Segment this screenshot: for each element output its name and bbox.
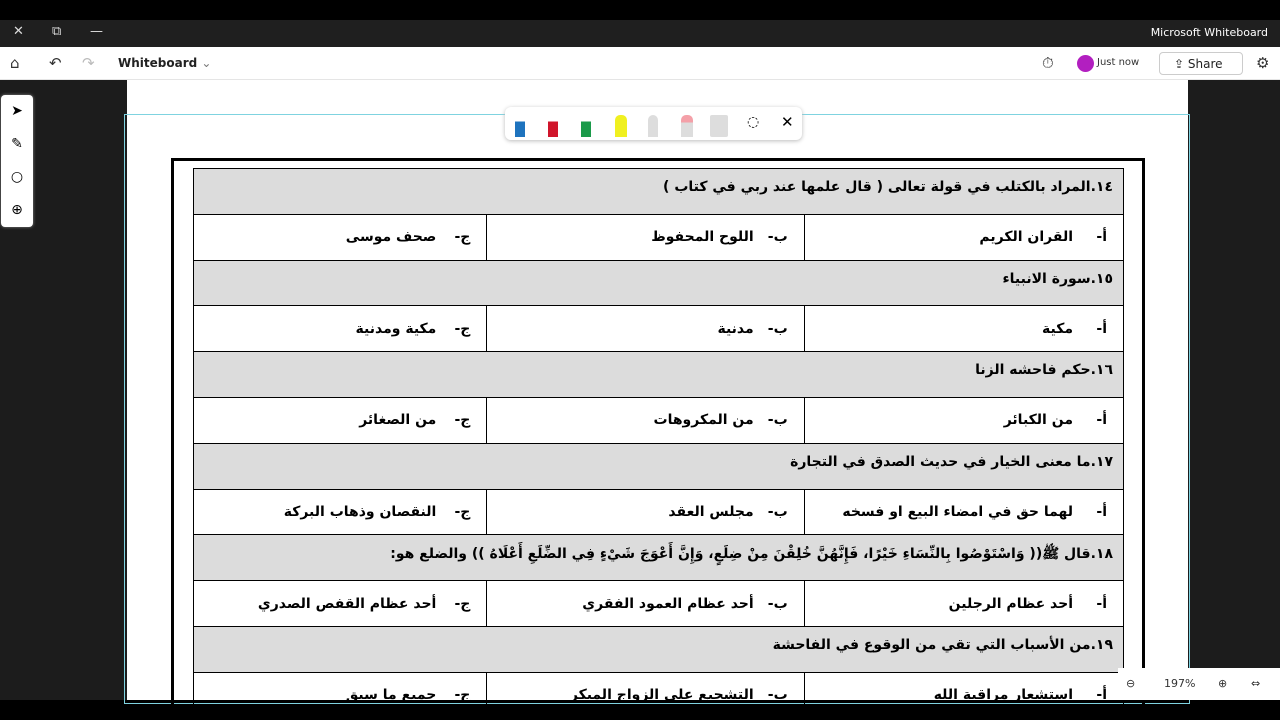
option-text: أحد عظام القفص الصدري [257, 595, 437, 612]
option-text: صحف موسى [345, 229, 437, 246]
close-button[interactable]: ✕ [13, 24, 24, 39]
option-label: ج- [454, 595, 471, 612]
question-row [194, 443, 1124, 489]
blue-pen-icon[interactable] [515, 115, 525, 137]
question-row [194, 535, 1124, 581]
options-row [194, 397, 1124, 443]
restore-button[interactable]: ⧉ [52, 24, 62, 39]
option-label: ب- [767, 320, 788, 337]
options-row [194, 581, 1124, 627]
option-label: أ- [1096, 687, 1107, 704]
ruler-icon[interactable] [710, 115, 728, 137]
option-text: من الصغائر [359, 412, 437, 429]
app-toolbar [0, 47, 1280, 80]
option-label: أ- [1096, 503, 1107, 520]
red-pen-icon[interactable] [548, 115, 558, 137]
board-name: Whiteboard [118, 56, 198, 70]
option-text: جميع ما سبق [345, 687, 437, 704]
laser-pointer-icon[interactable] [648, 115, 658, 137]
option-cell [804, 306, 1123, 352]
option-label: ج- [454, 687, 471, 704]
options-row [194, 489, 1124, 535]
undo-icon[interactable]: ↶ [49, 54, 62, 72]
option-text: استشعار مراقبة الله [933, 687, 1073, 704]
option-label: ج- [454, 320, 471, 337]
option-text: أحد عظام الرجلين [948, 595, 1073, 612]
question-row [194, 260, 1124, 306]
option-label: أ- [1096, 595, 1107, 612]
minimize-button[interactable]: — [90, 24, 103, 39]
option-cell [487, 581, 804, 627]
option-text: لهما حق في امضاء البيع او فسخه [842, 503, 1073, 520]
option-cell [804, 581, 1123, 627]
question-row [194, 352, 1124, 398]
title-bar [0, 0, 1280, 47]
option-text: مجلس العقد [668, 503, 754, 520]
option-text: النقصان وذهاب البركة [283, 503, 437, 520]
quiz-document [171, 158, 1145, 718]
option-text: أحد عظام العمود الفقري [582, 595, 754, 612]
ink-toolbar [505, 107, 802, 140]
option-cell [194, 214, 487, 260]
settings-gear-icon[interactable]: ⚙ [1256, 54, 1270, 72]
lasso-select-icon[interactable]: ◌ [747, 114, 760, 130]
option-text: مكية ومدنية [355, 320, 437, 337]
option-label: ب- [767, 229, 788, 246]
close-icon[interactable]: ✕ [781, 113, 794, 131]
option-cell [487, 214, 804, 260]
option-label: ب- [767, 503, 788, 520]
question-text: ١٩.من الأسباب التي تقي من الوقوع في الفاحشة [194, 626, 1124, 672]
options-row [194, 306, 1124, 352]
option-text: من المكروهات [653, 412, 754, 429]
option-label: أ- [1096, 229, 1107, 246]
option-cell [194, 581, 487, 627]
zoom-controls [1118, 668, 1280, 700]
zoom-out-icon[interactable]: ⊖ [1126, 677, 1136, 690]
options-row [194, 214, 1124, 260]
whiteboard-canvas[interactable] [0, 80, 1280, 704]
options-row [194, 672, 1124, 718]
question-row [194, 169, 1124, 215]
avatar[interactable] [1077, 55, 1094, 72]
option-cell [804, 397, 1123, 443]
option-text: القران الكريم [979, 229, 1073, 246]
zoom-in-icon[interactable]: ⊕ [1218, 677, 1228, 690]
option-cell [194, 672, 487, 718]
comment-icon[interactable]: ○ [10, 169, 24, 185]
app-title: Microsoft Whiteboard [1150, 26, 1268, 39]
share-button[interactable] [1159, 52, 1243, 75]
option-cell [487, 306, 804, 352]
question-text: ١٥.سورة الانبياء [194, 260, 1124, 306]
board-name-dropdown[interactable] [118, 56, 211, 70]
highlighter-icon[interactable] [615, 115, 627, 137]
question-row [194, 626, 1124, 672]
option-label: ب- [767, 687, 788, 704]
redo-icon[interactable]: ↷ [82, 54, 95, 72]
zoom-level: 197% [1164, 677, 1196, 690]
eraser-icon[interactable] [681, 115, 693, 137]
left-tools [1, 95, 33, 227]
option-cell [194, 306, 487, 352]
option-label: ج- [454, 503, 471, 520]
option-text: من الكبائر [1003, 412, 1073, 429]
option-text: التشجيع على الزواج المبكر [569, 687, 754, 704]
add-icon[interactable]: ⊕ [11, 202, 23, 218]
option-cell [804, 489, 1123, 535]
option-text: مكية [1041, 320, 1073, 337]
option-label: ج- [454, 412, 471, 429]
home-icon[interactable]: ⌂ [10, 54, 20, 72]
option-label: أ- [1096, 412, 1107, 429]
green-pen-icon[interactable] [581, 115, 591, 137]
option-cell [487, 397, 804, 443]
quiz-table [193, 168, 1124, 719]
option-cell [194, 397, 487, 443]
question-text: ١٦.حكم فاحشه الزنا [194, 352, 1124, 398]
option-label: أ- [1096, 320, 1107, 337]
save-status: Just now [1097, 57, 1140, 68]
question-text: ١٤.المراد بالكتلب في قولة تعالى ( قال علمها عند ربي في كتاب ) [194, 169, 1124, 215]
option-cell [804, 214, 1123, 260]
option-text: مدنية [717, 320, 754, 337]
timer-icon[interactable]: ⏱ [1042, 54, 1054, 72]
option-label: ج- [454, 229, 471, 246]
option-cell [487, 672, 804, 718]
option-cell [487, 489, 804, 535]
option-text: اللوح المحفوظ [651, 229, 754, 246]
chevron-down-icon: ⌄ [201, 56, 212, 70]
fit-to-screen-icon[interactable]: ⇔ [1251, 677, 1261, 690]
question-text: ١٧.ما معنى الخيار في حديث الصدق في التجارة [194, 443, 1124, 489]
pen-icon[interactable]: ✎ [11, 136, 23, 152]
option-label: ب- [767, 412, 788, 429]
option-cell [194, 489, 487, 535]
share-icon: ⇪ [1174, 57, 1185, 71]
share-label: Share [1187, 57, 1223, 71]
question-text: ١٨.قال ﷺ(( وَاسْتَوْصُوا بِالنِّسَاءِ خَيْرًا، فَإِنَّهُنَّ خُلِقْنَ مِنْ ضِلَعٍ، وَإِنَّ أَعْوَجَ شَيْءٍ فِي الضِّلَعِ أَعْلَاهُ )) والضلع هو: [194, 535, 1124, 581]
option-cell [804, 672, 1123, 718]
option-label: ب- [767, 595, 788, 612]
select-pointer-icon[interactable]: ➤ [11, 103, 23, 119]
